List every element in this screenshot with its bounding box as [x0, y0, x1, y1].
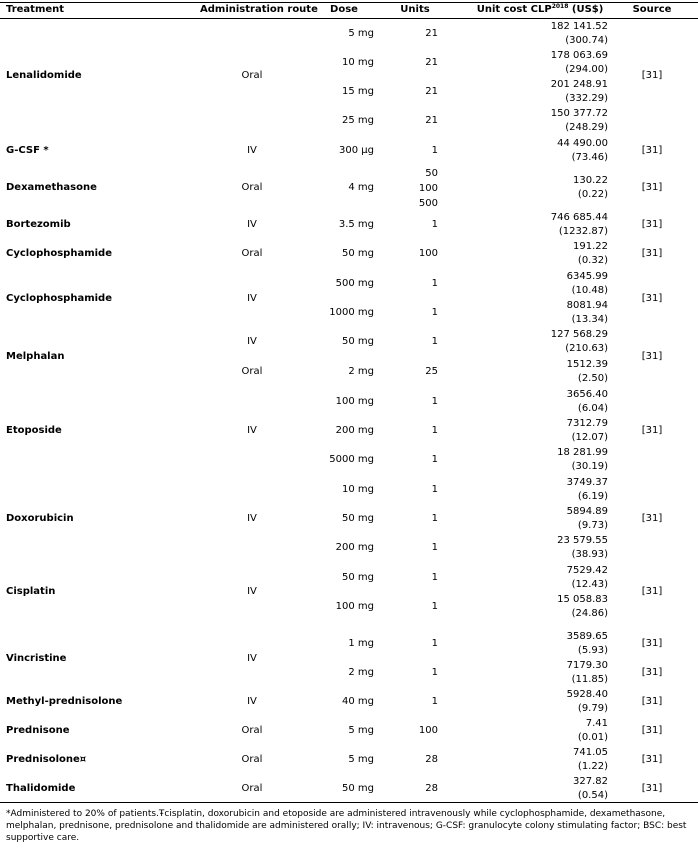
source-ref: [31] — [641, 725, 663, 736]
administration-route: Oral — [241, 248, 263, 259]
unit-cost-clp: 5928.40 — [566, 689, 608, 700]
unit-cost-usd: (1.22) — [577, 761, 608, 772]
administration-route: Oral — [241, 182, 263, 193]
unit-cost-clp: 8081.94 — [566, 300, 608, 311]
unit-cost-clp: 7.41 — [585, 718, 608, 729]
units: 50 100 500 — [418, 168, 438, 209]
treatment-name: Prednisolone¤ — [6, 754, 87, 765]
unit-cost-clp: 178 063.69 — [550, 50, 608, 61]
dose: 2 mg — [348, 667, 374, 678]
administration-route: Oral — [241, 783, 263, 794]
unit-cost-clp: 18 281.99 — [557, 447, 608, 458]
unit-cost-clp: 3589.65 — [566, 631, 608, 642]
unit-cost-clp: 6345.99 — [566, 271, 608, 282]
unit-cost-clp: 741.05 — [573, 747, 608, 758]
unit-cost-usd: (13.34) — [571, 314, 608, 325]
dose: 50 mg — [342, 336, 374, 347]
unit-cost-usd: (1232.87) — [558, 226, 608, 237]
administration-route: IV — [247, 219, 257, 230]
unit-cost-clp: 7312.79 — [566, 418, 608, 429]
unit-cost-usd: (248.29) — [565, 122, 608, 133]
unit-cost-clp: 7179.30 — [566, 660, 608, 671]
header-dose: Dose — [330, 4, 358, 15]
unit-cost-clp: 327.82 — [573, 776, 608, 787]
administration-route: IV — [247, 696, 257, 707]
unit-cost-usd: (6.04) — [577, 403, 608, 414]
unit-cost-usd: (9.79) — [577, 703, 608, 714]
unit-cost-clp: 127 568.29 — [550, 329, 608, 340]
treatment-name: Cisplatin — [6, 586, 56, 597]
dose: 10 mg — [342, 57, 374, 68]
treatment-name: Dexamethasone — [6, 182, 97, 193]
units: 1 — [431, 513, 438, 524]
unit-cost-usd: (0.22) — [577, 189, 608, 200]
unit-cost-clp: 191.22 — [573, 241, 608, 252]
units: 1 — [431, 278, 438, 289]
treatment-name: Methyl-prednisolone — [6, 696, 123, 707]
treatment-name: Prednisone — [6, 725, 70, 736]
units: 1 — [431, 601, 438, 612]
units: 28 — [425, 783, 438, 794]
dose: 200 mg — [335, 425, 374, 436]
treatment-name: Etoposide — [6, 425, 62, 436]
unit-cost-usd: (0.54) — [577, 790, 608, 801]
dose: 50 mg — [342, 513, 374, 524]
dose: 1000 mg — [329, 307, 374, 318]
source-ref: [31] — [641, 351, 663, 362]
dose: 10 mg — [342, 484, 374, 495]
unit-cost-clp: 44 490.00 — [557, 138, 608, 149]
dose: 50 mg — [342, 572, 374, 583]
unit-cost-usd: (10.48) — [571, 285, 608, 296]
unit-cost-usd: (24.86) — [571, 608, 608, 619]
source-ref: [31] — [641, 145, 663, 156]
unit-cost-usd: (12.07) — [571, 432, 608, 443]
units: 1 — [431, 484, 438, 495]
treatment-name: G-CSF * — [6, 145, 49, 156]
administration-route: Oral — [241, 754, 263, 765]
source-ref: [31] — [641, 70, 663, 81]
units: 1 — [431, 336, 438, 347]
administration-route: Oral — [241, 366, 263, 377]
unit-cost-clp: 1512.39 — [566, 359, 608, 370]
units: 1 — [431, 696, 438, 707]
administration-route: IV — [247, 513, 257, 524]
header-rule — [0, 18, 698, 19]
unit-cost-clp: 15 058.83 — [557, 594, 608, 605]
unit-cost-usd: (6.19) — [577, 491, 608, 502]
header-source: Source — [632, 4, 672, 15]
source-ref: [31] — [641, 182, 663, 193]
administration-route: IV — [247, 336, 257, 347]
header-cost-currency: (US$) — [568, 4, 604, 15]
source-ref: [31] — [641, 696, 663, 707]
dose: 100 mg — [335, 396, 374, 407]
table-footnote: *Administered to 20% of patients.Ŧcisplatin, doxorubicin and etoposide are administered intravenously while cyclophosphamide, dexamethasone, melphalan, prednisone, prednisolone and thalidomide are administered orally; IV: intravenous; G-CSF: granulocyte colony stimulating factor; BSC: best supportive care. — [6, 809, 687, 843]
unit-cost-usd: (300.74) — [565, 35, 608, 46]
unit-cost-usd: (294.00) — [565, 64, 608, 75]
unit-cost-usd: (9.73) — [577, 520, 608, 531]
administration-route: IV — [247, 653, 257, 664]
source-ref: [31] — [641, 248, 663, 259]
unit-cost-clp: 23 579.55 — [557, 535, 608, 546]
administration-route: IV — [247, 293, 257, 304]
unit-cost-clp: 5894.89 — [566, 506, 608, 517]
unit-cost-usd: (38.93) — [571, 549, 608, 560]
units: 1 — [431, 145, 438, 156]
unit-cost-clp: 746 685.44 — [550, 212, 608, 223]
units: 1 — [431, 396, 438, 407]
administration-route: Oral — [241, 725, 263, 736]
unit-cost-usd: (5.93) — [577, 645, 608, 656]
table-bottom-rule — [0, 802, 698, 803]
administration-route: Oral — [241, 70, 263, 81]
unit-cost-usd: (73.46) — [571, 152, 608, 163]
unit-cost-usd: (210.63) — [565, 343, 608, 354]
dose: 5 mg — [348, 28, 374, 39]
dose: 5 mg — [348, 725, 374, 736]
dose: 200 mg — [335, 542, 374, 553]
source-ref: [31] — [641, 638, 663, 649]
dose: 5 mg — [348, 754, 374, 765]
units: 1 — [431, 219, 438, 230]
units: 21 — [425, 57, 438, 68]
administration-route: IV — [247, 586, 257, 597]
unit-cost-clp: 130.22 — [573, 175, 608, 186]
source-ref: [31] — [641, 513, 663, 524]
dose: 1 mg — [348, 638, 374, 649]
source-ref: [31] — [641, 425, 663, 436]
treatment-name: Doxorubicin — [6, 513, 74, 524]
source-ref: [31] — [641, 293, 663, 304]
header-route: Administration route — [200, 4, 318, 15]
units: 21 — [425, 28, 438, 39]
unit-cost-clp: 182 141.52 — [550, 21, 608, 32]
header-cost-label: Unit cost CLP — [476, 4, 552, 15]
treatment-name: Cyclophosphamide — [6, 248, 112, 259]
treatment-name: Lenalidomide — [6, 70, 82, 81]
treatment-name: Melphalan — [6, 351, 65, 362]
unit-cost-usd: (2.50) — [577, 373, 608, 384]
dose: 300 µg — [339, 145, 374, 156]
source-ref: [31] — [641, 783, 663, 794]
units: 1 — [431, 425, 438, 436]
treatment-name: Bortezomib — [6, 219, 71, 230]
dose: 4 mg — [348, 182, 374, 193]
dose: 40 mg — [342, 696, 374, 707]
unit-cost-clp: 3656.40 — [566, 389, 608, 400]
units: 1 — [431, 454, 438, 465]
dose: 500 mg — [335, 278, 374, 289]
dose: 50 mg — [342, 248, 374, 259]
units: 1 — [431, 542, 438, 553]
unit-cost-usd: (0.32) — [577, 255, 608, 266]
unit-cost-usd: (332.29) — [565, 93, 608, 104]
dose: 5000 mg — [329, 454, 374, 465]
header-treatment: Treatment — [6, 4, 65, 15]
source-ref: [31] — [641, 667, 663, 678]
unit-cost-clp: 201 248.91 — [550, 79, 608, 90]
dose: 3.5 mg — [338, 219, 374, 230]
dose: 15 mg — [342, 86, 374, 97]
unit-cost-usd: (30.19) — [571, 461, 608, 472]
treatment-name: Thalidomide — [6, 783, 76, 794]
treatment-name: Vincristine — [6, 653, 67, 664]
units: 28 — [425, 754, 438, 765]
units: 100 — [418, 725, 438, 736]
treatment-name: Cyclophosphamide — [6, 293, 112, 304]
units: 1 — [431, 638, 438, 649]
unit-cost-clp: 150 377.72 — [550, 108, 608, 119]
dose: 2 mg — [348, 366, 374, 377]
source-ref: [31] — [641, 219, 663, 230]
units: 1 — [431, 307, 438, 318]
units: 100 — [418, 248, 438, 259]
units: 25 — [425, 366, 438, 377]
source-ref: [31] — [641, 586, 663, 597]
header-cost-year: 2018 — [551, 3, 569, 10]
header-units: Units — [400, 4, 430, 15]
unit-cost-clp: 7529.42 — [566, 565, 608, 576]
unit-cost-usd: (12.43) — [571, 579, 608, 590]
administration-route: IV — [247, 145, 257, 156]
unit-cost-usd: (11.85) — [571, 674, 608, 685]
units: 1 — [431, 667, 438, 678]
dose: 50 mg — [342, 783, 374, 794]
unit-cost-usd: (0.01) — [577, 732, 608, 743]
units: 21 — [425, 86, 438, 97]
header-unit-cost — [460, 3, 620, 17]
dose: 25 mg — [342, 115, 374, 126]
units: 1 — [431, 572, 438, 583]
source-ref: [31] — [641, 754, 663, 765]
dose: 100 mg — [335, 601, 374, 612]
unit-cost-clp: 3749.37 — [566, 477, 608, 488]
administration-route: IV — [247, 425, 257, 436]
units: 21 — [425, 115, 438, 126]
